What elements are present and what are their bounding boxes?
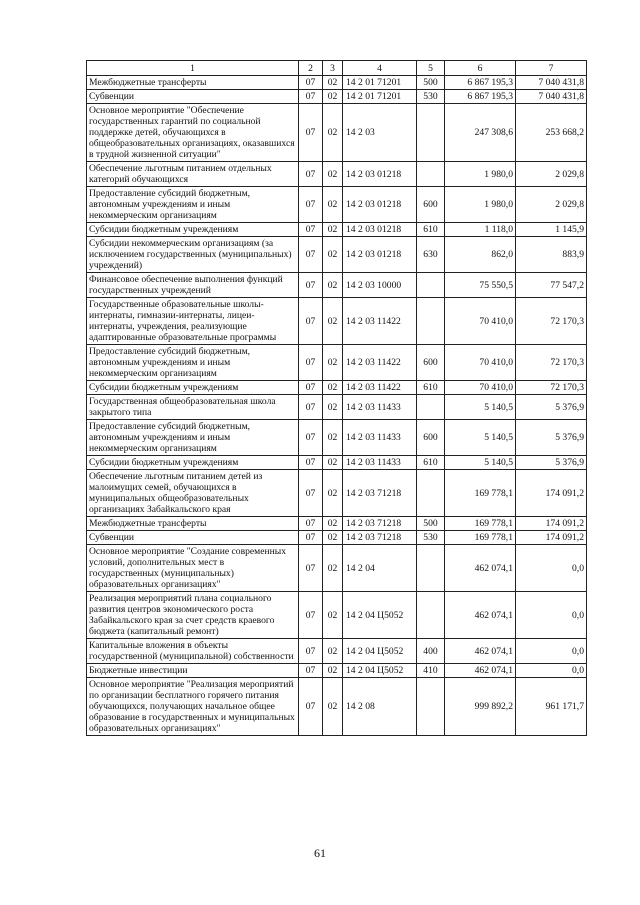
row-value-cell: 70 410,0: [445, 298, 516, 345]
row-value-cell: 07: [299, 531, 323, 545]
row-value-cell: 500: [417, 517, 445, 531]
row-name-cell: Государственная общеобразовательная школа закрытого типа: [87, 395, 299, 420]
row-value-cell: 5 140,5: [445, 456, 516, 470]
row-value-cell: 02: [323, 678, 343, 736]
row-value-cell: 07: [299, 162, 323, 187]
row-value-cell: 247 308,6: [445, 104, 516, 162]
table-row: [87, 678, 587, 736]
row-value-cell: 5 376,9: [516, 420, 587, 456]
row-name-cell: Основное мероприятие "Реализация мероприятий по организации бесплатного горячего питания обучающихся, получающих начальное общее образование в государственных и муниципальных образовательных организациях": [87, 678, 299, 736]
table-row: [87, 395, 587, 420]
row-value-cell: [417, 470, 445, 517]
row-name-cell: Государственные образовательные школы-интернаты, гимназии-интернаты, лицеи-интернаты, учреждения, реализующие адаптированные образовательные программы: [87, 298, 299, 345]
row-value-cell: [417, 273, 445, 298]
row-value-cell: 07: [299, 90, 323, 104]
row-name-cell: Субвенции: [87, 90, 299, 104]
table-row: [87, 223, 587, 237]
row-value-cell: 5 140,5: [445, 395, 516, 420]
row-value-cell: 07: [299, 104, 323, 162]
row-value-cell: 07: [299, 395, 323, 420]
row-value-cell: 07: [299, 545, 323, 592]
row-value-cell: 2 029,8: [516, 162, 587, 187]
row-value-cell: 462 074,1: [445, 664, 516, 678]
row-value-cell: 174 091,2: [516, 531, 587, 545]
row-name-cell: Субсидии некоммерческим организациям (за исключением государственных (муниципальных) учреждений): [87, 237, 299, 273]
row-value-cell: 14 2 03 01218: [343, 187, 417, 223]
row-value-cell: 14 2 01 71201: [343, 90, 417, 104]
table-row: [87, 420, 587, 456]
row-value-cell: 14 2 08: [343, 678, 417, 736]
table-row: [87, 381, 587, 395]
row-value-cell: 02: [323, 76, 343, 90]
row-value-cell: 02: [323, 456, 343, 470]
row-value-cell: 169 778,1: [445, 517, 516, 531]
row-value-cell: 02: [323, 531, 343, 545]
row-value-cell: 02: [323, 162, 343, 187]
row-value-cell: 5 376,9: [516, 456, 587, 470]
table-row: [87, 273, 587, 298]
row-value-cell: 02: [323, 187, 343, 223]
row-value-cell: 1 980,0: [445, 162, 516, 187]
table-row: [87, 517, 587, 531]
row-value-cell: 0,0: [516, 592, 587, 639]
row-value-cell: 169 778,1: [445, 531, 516, 545]
row-value-cell: 0,0: [516, 545, 587, 592]
row-value-cell: 07: [299, 664, 323, 678]
row-value-cell: 410: [417, 664, 445, 678]
table-row: [87, 104, 587, 162]
row-value-cell: 174 091,2: [516, 470, 587, 517]
row-value-cell: 07: [299, 187, 323, 223]
table-row: [87, 545, 587, 592]
row-value-cell: 500: [417, 76, 445, 90]
row-value-cell: 1 980,0: [445, 187, 516, 223]
row-value-cell: 14 2 04 Ц5052: [343, 639, 417, 664]
row-value-cell: 6 867 195,3: [445, 90, 516, 104]
row-name-cell: Предоставление субсидий бюджетным, автономным учреждениям и иным некоммерческим организациям: [87, 187, 299, 223]
row-value-cell: 02: [323, 592, 343, 639]
table-row: [87, 664, 587, 678]
row-value-cell: 70 410,0: [445, 345, 516, 381]
row-value-cell: [417, 298, 445, 345]
row-name-cell: Бюджетные инвестиции: [87, 664, 299, 678]
row-value-cell: 07: [299, 237, 323, 273]
table-row: [87, 531, 587, 545]
row-value-cell: 07: [299, 517, 323, 531]
row-name-cell: Предоставление субсидий бюджетным, автономным учреждениям и иным некоммерческим организациям: [87, 345, 299, 381]
row-value-cell: 610: [417, 223, 445, 237]
row-value-cell: 07: [299, 456, 323, 470]
row-value-cell: 5 376,9: [516, 395, 587, 420]
row-value-cell: 14 2 03 11433: [343, 420, 417, 456]
row-value-cell: 610: [417, 381, 445, 395]
row-value-cell: 14 2 03 01218: [343, 223, 417, 237]
row-value-cell: 02: [323, 223, 343, 237]
row-value-cell: 961 171,7: [516, 678, 587, 736]
row-value-cell: 72 170,3: [516, 298, 587, 345]
row-name-cell: Субсидии бюджетным учреждениям: [87, 381, 299, 395]
row-value-cell: [417, 592, 445, 639]
row-value-cell: 02: [323, 420, 343, 456]
row-name-cell: Межбюджетные трансферты: [87, 76, 299, 90]
row-value-cell: 883,9: [516, 237, 587, 273]
row-value-cell: 174 091,2: [516, 517, 587, 531]
row-value-cell: 07: [299, 592, 323, 639]
row-value-cell: 14 2 03 71218: [343, 531, 417, 545]
row-value-cell: 07: [299, 470, 323, 517]
budget-table: [86, 60, 587, 736]
table-row: [87, 90, 587, 104]
row-value-cell: 75 550,5: [445, 273, 516, 298]
table-row: [87, 470, 587, 517]
row-value-cell: 862,0: [445, 237, 516, 273]
row-value-cell: 2 029,8: [516, 187, 587, 223]
budget-table-container: [86, 60, 586, 736]
row-value-cell: 14 2 04: [343, 545, 417, 592]
table-body: [87, 61, 587, 736]
row-value-cell: 02: [323, 664, 343, 678]
row-value-cell: 07: [299, 76, 323, 90]
row-value-cell: 14 2 03 11433: [343, 395, 417, 420]
row-value-cell: 02: [323, 90, 343, 104]
row-value-cell: 600: [417, 420, 445, 456]
row-value-cell: 14 2 03 11422: [343, 381, 417, 395]
row-value-cell: 70 410,0: [445, 381, 516, 395]
page-number: 61: [314, 846, 326, 860]
row-value-cell: 77 547,2: [516, 273, 587, 298]
row-value-cell: 253 668,2: [516, 104, 587, 162]
table-row: [87, 162, 587, 187]
row-value-cell: 02: [323, 639, 343, 664]
row-value-cell: 14 2 03: [343, 104, 417, 162]
row-value-cell: 02: [323, 104, 343, 162]
row-name-cell: Обеспечение льготным питанием отдельных категорий обучающихся: [87, 162, 299, 187]
header-cell: 7: [516, 61, 587, 76]
row-value-cell: 02: [323, 237, 343, 273]
row-value-cell: 600: [417, 345, 445, 381]
row-value-cell: 462 074,1: [445, 639, 516, 664]
row-value-cell: 1 145,9: [516, 223, 587, 237]
row-value-cell: 07: [299, 273, 323, 298]
row-name-cell: Субсидии бюджетным учреждениям: [87, 223, 299, 237]
row-name-cell: Межбюджетные трансферты: [87, 517, 299, 531]
row-value-cell: 7 040 431,8: [516, 90, 587, 104]
row-value-cell: 1 118,0: [445, 223, 516, 237]
row-value-cell: 530: [417, 531, 445, 545]
row-name-cell: Капитальные вложения в объекты государственной (муниципальной) собственности: [87, 639, 299, 664]
row-name-cell: Финансовое обеспечение выполнения функций государственных учреждений: [87, 273, 299, 298]
table-row: [87, 187, 587, 223]
row-value-cell: 02: [323, 273, 343, 298]
row-value-cell: 14 2 03 01218: [343, 162, 417, 187]
row-value-cell: 462 074,1: [445, 545, 516, 592]
table-row: [87, 76, 587, 90]
header-cell: 1: [87, 61, 299, 76]
row-value-cell: 02: [323, 395, 343, 420]
row-value-cell: 02: [323, 545, 343, 592]
row-name-cell: Обеспечение льготным питанием детей из малоимущих семей, обучающихся в муниципальных общеобразовательных организациях Забайкальского края: [87, 470, 299, 517]
row-name-cell: Субсидии бюджетным учреждениям: [87, 456, 299, 470]
row-value-cell: 07: [299, 298, 323, 345]
row-value-cell: 5 140,5: [445, 420, 516, 456]
table-row: [87, 592, 587, 639]
row-value-cell: 14 2 03 71218: [343, 470, 417, 517]
row-name-cell: Предоставление субсидий бюджетным, автономным учреждениям и иным некоммерческим организациям: [87, 420, 299, 456]
row-value-cell: 14 2 03 11422: [343, 298, 417, 345]
row-value-cell: 169 778,1: [445, 470, 516, 517]
table-row: [87, 456, 587, 470]
row-value-cell: [417, 678, 445, 736]
header-cell: 2: [299, 61, 323, 76]
row-value-cell: 6 867 195,3: [445, 76, 516, 90]
row-value-cell: 07: [299, 223, 323, 237]
row-value-cell: 14 2 03 71218: [343, 517, 417, 531]
table-row: [87, 237, 587, 273]
row-value-cell: 600: [417, 187, 445, 223]
table-row: [87, 345, 587, 381]
row-value-cell: 02: [323, 298, 343, 345]
row-value-cell: 7 040 431,8: [516, 76, 587, 90]
row-value-cell: 630: [417, 237, 445, 273]
row-value-cell: 530: [417, 90, 445, 104]
row-value-cell: 02: [323, 345, 343, 381]
row-value-cell: 07: [299, 381, 323, 395]
row-value-cell: 14 2 04 Ц5052: [343, 592, 417, 639]
row-value-cell: [417, 395, 445, 420]
table-row: [87, 639, 587, 664]
row-name-cell: Основное мероприятие "Создание современных условий, дополнительных мест в государственных (муниципальных) образовательных организациях": [87, 545, 299, 592]
header-cell: 6: [445, 61, 516, 76]
row-value-cell: 14 2 03 10000: [343, 273, 417, 298]
row-value-cell: 610: [417, 456, 445, 470]
row-name-cell: Основное мероприятие "Обеспечение государственных гарантий по социальной поддержке детей, обучающихся в общеобразовательных организациях, оказавшихся в трудной жизненной ситуации": [87, 104, 299, 162]
row-value-cell: 07: [299, 345, 323, 381]
row-value-cell: [417, 104, 445, 162]
row-value-cell: 999 892,2: [445, 678, 516, 736]
row-name-cell: Субвенции: [87, 531, 299, 545]
row-value-cell: [417, 162, 445, 187]
row-value-cell: 07: [299, 639, 323, 664]
row-value-cell: 462 074,1: [445, 592, 516, 639]
row-value-cell: 07: [299, 420, 323, 456]
row-value-cell: 14 2 03 11422: [343, 345, 417, 381]
table-row: [87, 298, 587, 345]
row-value-cell: 02: [323, 470, 343, 517]
row-value-cell: 02: [323, 381, 343, 395]
row-value-cell: 07: [299, 678, 323, 736]
row-value-cell: 02: [323, 517, 343, 531]
row-name-cell: Реализация мероприятий плана социального развития центров экономического роста Забайкальского края за счет средств краевого бюджета (капитальный ремонт): [87, 592, 299, 639]
row-value-cell: 14 2 03 01218: [343, 237, 417, 273]
row-value-cell: 0,0: [516, 639, 587, 664]
row-value-cell: 72 170,3: [516, 345, 587, 381]
row-value-cell: [417, 545, 445, 592]
row-value-cell: 400: [417, 639, 445, 664]
row-value-cell: 0,0: [516, 664, 587, 678]
row-value-cell: 72 170,3: [516, 381, 587, 395]
row-value-cell: 14 2 01 71201: [343, 76, 417, 90]
header-cell: 5: [417, 61, 445, 76]
table-header-row: [87, 61, 587, 76]
header-cell: 4: [343, 61, 417, 76]
header-cell: 3: [323, 61, 343, 76]
row-value-cell: 14 2 03 11433: [343, 456, 417, 470]
row-value-cell: 14 2 04 Ц5052: [343, 664, 417, 678]
